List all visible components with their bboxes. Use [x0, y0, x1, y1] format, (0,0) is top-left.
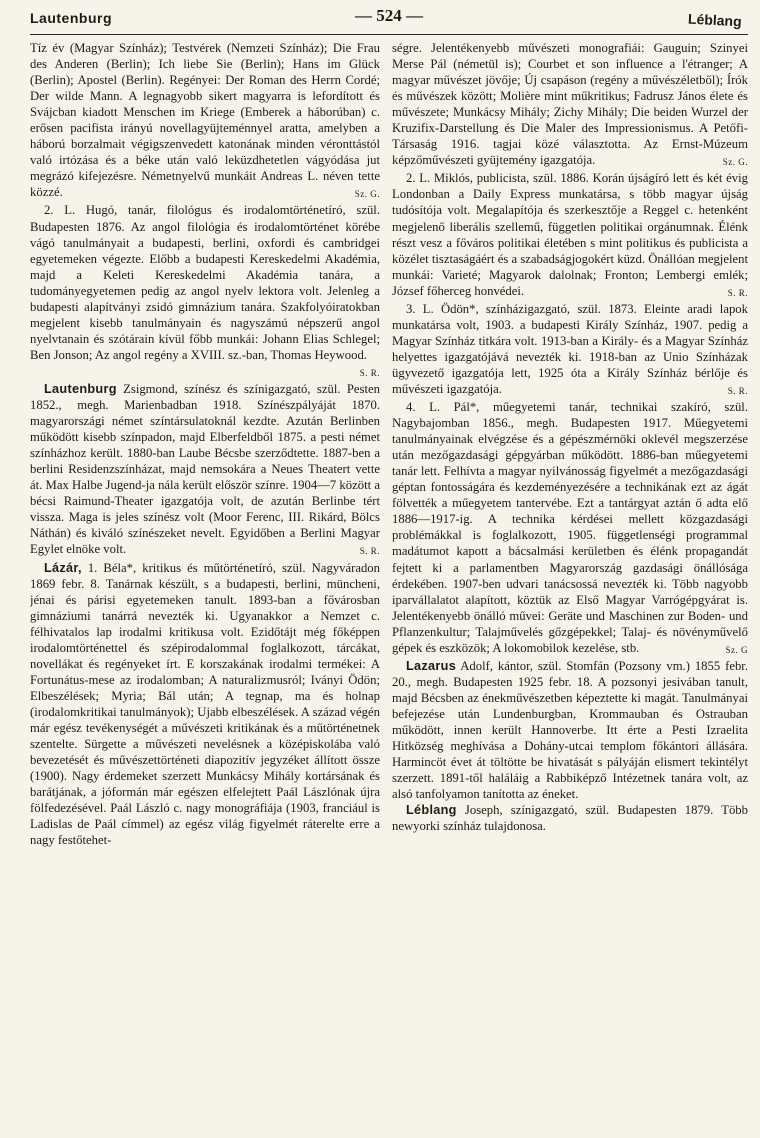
entry-paragraph [30, 202, 380, 381]
entry-headword: Lázár, [44, 560, 82, 575]
right-running-head: Léblang [687, 10, 743, 30]
entry-text: ségre. Jelentékenyebb művészeti monografiái: Gauguin; Szinyei Merse Pál (németül is); Courbet et son influence a l'étranger; A magyar művészet jövője; Új csapáson (regény a művészéletből); Írók és művészek között; Molière mint műkritikus; Fadrusz János élete és művészete; Munkácsy Mihály; Zichy Mihály; Die beiden Wurzel der Kruzifix-Darstellung és Die Maler des Impressionismus. A Petőfi-Társaság 1916. tagjai közé választotta. Az Ernst-Múzeum képzőművészeti gyüjtemény igazgatója. [392, 41, 748, 168]
author-signature: S. R. [727, 385, 748, 396]
author-signature: S. R. [727, 287, 748, 298]
entry-text: 3. L. Ödön*, színházigazgató, szül. 1873. Eleinte aradi lapok munkatársa volt, 1903. a budapesti Király Színház, 1907. pedig a Magyar Színház titkára volt. 1913-ban a Király- és a Magyar Színház helyettes igazgatójává nevezték ki. 1918-ban az Unio Színházak ügyvezető igazgatója lett, 1925 óta a Király Színház bérlője és művészeti igazgatója. [392, 301, 748, 396]
left-running-head: Lautenburg [30, 10, 112, 26]
entry-text: Joseph, színigazgató, szül. Budapesten 1879. Több newyorki színház tulajdonosa. [392, 803, 748, 834]
entry-text: Adolf, kántor, szül. Stomfán (Pozsony vm.) 1855 febr. 20., megh. Budapesten 1925 febr. 18. A pozsonyi jesivában tanult, majd Bécsben az énekművészetben képeztette ki magát. Tanulmányai befejezése után Lundenburgban, Krommauban és Ostrauban működött, innen került Hannoverbe. Itt érte a Pesti Izraelita Hitközség meghívása a Dohány-utcai templom főkántori állására. Harmincöt évet át töltötte be hivatását s pályáján elismert tekintélyt szerzett. 1891-től haláláig a Rabbiképző Intézetnek tanára volt, az alsó tanfolyamon tanította az éneket. [392, 658, 748, 802]
entry-text: 1. Béla*, kritikus és műtörténetíró, szül. Nagyváradon 1869 febr. 8. Tanárnak készült, s a budapesti, berlini, müncheni, jénai és párisi egyetemeken tanult. 1893-ban a fővárosban gimnáziumi tanárrá nevezték ki. Ugyanakkor a Nemzet c. félhivatalos lap irodalmi kritikusa volt. Ezidőtájt még főképpen irodalomtörténettel és szépirodalommal foglalkozott, tárcákat, novellákat és regényeket írt. E korszakának irodalmi termékei: A Fortunátus-mese az irodalomban; A naturalizmusról; Iványi Ödön; Elbeszélések; Myria; Bál után; A tegnap, ma és holnap (irodalomkritikai tanulmányok); Ujabb elbeszélések. A század végén már egész tevékenységét a művészeti kritikának és a műtörténetnek szentelte. Sürgette a művészeti nevelésnek a középiskolába való bevezetését és művészettörténeti diapozitív jegyzéket állított össze (1900). Nagy érdemeket szerzett Munkácsy Mihály kortársának és barátjának, a jóformán már egészen elfelejtett Paál Lászlónak újra fölfedezésével. Paál László c. nagy monográfiája (1903, franciául is Ladislas de Paál címmel) az egész világ figyelmét ráterelte erre a nagy festőtehet- [30, 560, 380, 848]
author-signature: Sz. G. [354, 189, 380, 200]
entry-text: 2. L. Hugó, tanár, filológus és irodalomtörténetíró, szül. Budapesten 1876. Az angol filológia és irodalomtörténet körébe vágó tanulmányait a budapesti, berlini, oxfordi és cambridgei egyetemeken végezte. Előbb a budapesti Kereskedelmi Akadémia, majd a Keleti Kereskedelmi Akadémia tanára, a tudományegyetemen pedig az angol nyelv lektora volt. Jelenleg a budapesti alapítványi zsidó gimnázium tanára. Szakfolyóiratokban megjelent kisebb tanulmányain és nagyszámú népszerű angol nyelvtanain és szótárain kívül főbb munkái: Johann Elias Schlegel; Ben Jonson; Az angol regény a XVIII. sz.-ban, Thomas Heywood. [30, 203, 380, 362]
entry-paragraph [392, 301, 748, 399]
left-column [30, 40, 380, 1130]
entry-paragraph [392, 658, 748, 802]
entry-paragraph [30, 560, 380, 849]
author-signature: Sz. G. [722, 157, 748, 168]
entry-text: 2. L. Miklós, publicista, szül. 1886. Korán újságíró lett és két évig Londonban a Daily Express munkatársa, s több magyar újság tudósítója volt. Megalapítója és szerkesztője a Reggel c. hetenként megjelenő liberális szellemű, független politikai orgánumnak. Élénk részt vesz a főváros politikai életében s mint politikus és publicista a közélet tisztaságáért és a szabadságjogokért küzd. Önállóan megjelent munkái: Varieté; Magyarok dalolnak; Fronton; Lembergi emlék; József főherceg honvédei. [392, 171, 748, 298]
page-number: — 524 — [355, 6, 423, 25]
entry-paragraph [392, 399, 748, 658]
entry-headword: Lazarus [406, 658, 457, 673]
entry-paragraph [30, 40, 380, 202]
entry-headword: Léblang [406, 803, 457, 818]
entry-paragraph [30, 381, 380, 560]
page-header [30, 4, 748, 35]
entry-paragraph [392, 170, 748, 300]
author-signature: Sz. G [725, 644, 748, 655]
author-signature: S. R. [359, 546, 380, 557]
entry-text: Tíz év (Magyar Színház); Testvérek (Nemzeti Színház); Die Frau des Anderen (Berlin); Ich liebe Sie (Berlin); Hans im Glück (Berlin); Apostel (Berlin). Regényei: Der Roman des Herrn Cordé; Der wilde Mann. A legnagyobb sikert magyarra is lefordított és Svájcban kiadott Menschen im Kriege (Emberek a háborúban) c. erősen pacifista irányú novellagyüjteménnyel aratta, amelyben a háború borzalmait végigszenvedett katonának minden véronttástól való irtózása és a béke után való leküzdhetetlen vágyódása jut megrázó kifejezésre. Németnyelvű munkáit Andreas L. néven tette közzé. [30, 41, 380, 200]
entry-paragraph [392, 802, 748, 834]
right-column [392, 40, 748, 1130]
entry-paragraph [392, 40, 748, 170]
entry-headword: Lautenburg [44, 381, 117, 396]
entry-text: 4. L. Pál*, műegyetemi tanár, technikai szakíró, szül. Nagybajomban 1856., megh. Budapesten 1917. Műegyetemi tanulmányainak elvégzése és a gépészmérnöki oklevél megszerzése után mezőgazdasági gépgyárban működött. 1886-ban műegyetemi tanár lett. Felhívta a magyar nyilvánosság figyelmét a mezőgazdasági géptan fontosságára és kezdeményezésére a technikának ezt az ágát fölvették a műegyetem tantervébe. Ezt a tantárgyat aztán ő adta elő 1886—1917-ig. A technika kérdései mellett közgazdasági problémákkal is foglalkozott, 1905. függetlenségi programmal madátumot kapott a bácsalmási kerületben és élénk propagandát fejtett ki a parlamentben Magyarország gazdasági önállósága érdekében. 1907-ben udvari tanácsossá nevezték ki. Több nagyobb iparvállalatot alapított, köztük az Első Magyar Varrógépgyárat is. Jelentékenyebb önálló művei: Geräte und Maschinen zur Boden- und Pflanzenkultur; Talajművelés gőzgépekkel; Talaj- és növényművelő gépek és eszközök; A lokomobilok kezelése, stb. [392, 400, 748, 655]
entry-text: Zsigmond, színész és színigazgató, szül. Pesten 1852., megh. Marienbadban 1918. Színészpályáját 1870. magyarországi német színtársulatoknál kezdte. Azután Berlinben működött kisebb színpadon, majd Elberfeldből 1875. a pesti német színházhoz került. 1880-ban Laube Bécsbe szerződtette. 1887-ben a berlini Residenzszínházat, majd nemsokára a Neues Theatert vette át. Max Halbe Jugend-ja nála került először színre. 1904—7 között a bécsi Raimund-Theater igazgatója volt, de azután Berlinbe tért vissza. Maga is jeles színész volt (Moor Ferenc, III. Rikárd, Bölcs Náthán) és kiváló színészeket nevelt. Egyidőben a Berlini Magyar Egylet elnöke volt. [30, 381, 380, 557]
text-columns [30, 40, 748, 1130]
author-signature: S. R. [359, 367, 380, 378]
